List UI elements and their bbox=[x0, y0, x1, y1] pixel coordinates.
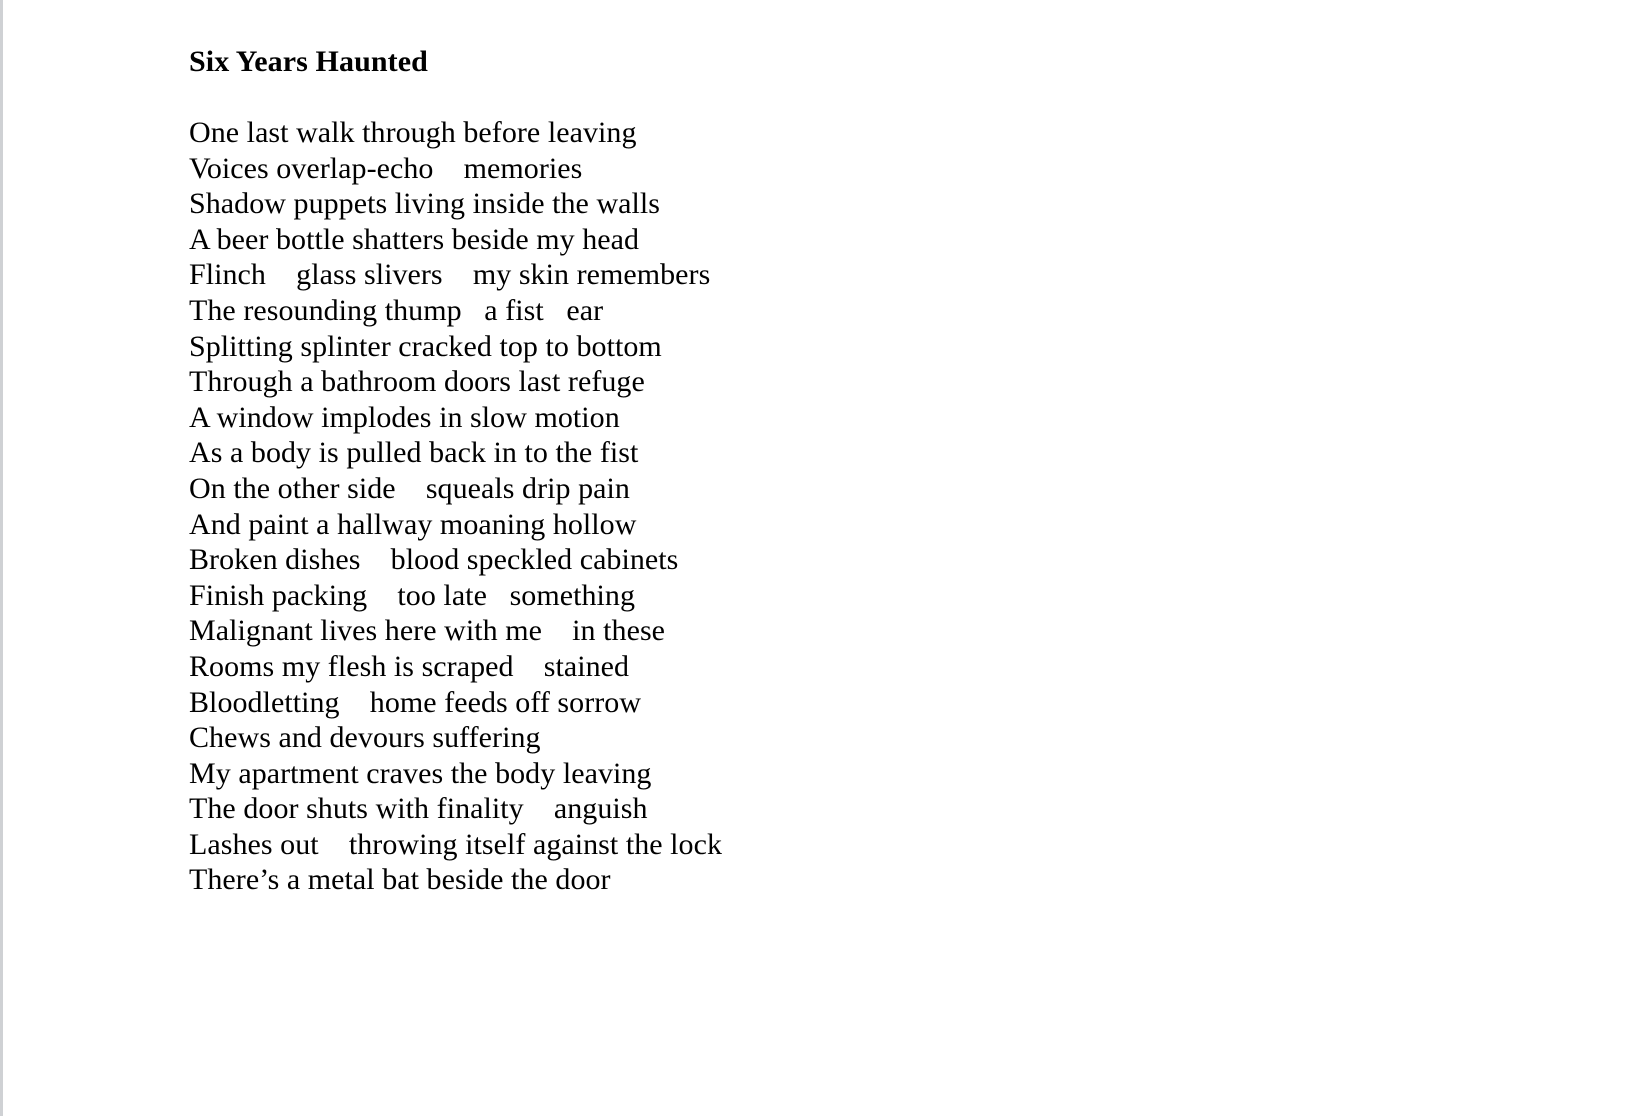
poem-line: Broken dishes blood speckled cabinets bbox=[189, 543, 679, 577]
poem-line: The resounding thump a fist ear bbox=[189, 293, 604, 327]
poem-line: Rooms my flesh is scraped stained bbox=[189, 649, 630, 683]
poem-line: Malignant lives here with me in these bbox=[189, 614, 666, 648]
poem-line: Shadow puppets living inside the walls bbox=[189, 187, 661, 221]
poem-line: Through a bathroom doors last refuge bbox=[189, 365, 645, 399]
poem-line: Finish packing too late something bbox=[189, 578, 636, 612]
poem-line: There’s a metal bat beside the door bbox=[189, 863, 611, 897]
poem-line: Splitting splinter cracked top to bottom bbox=[189, 329, 662, 363]
poem-line: A window implodes in slow motion bbox=[189, 400, 620, 434]
title-spacer bbox=[189, 81, 1389, 115]
poem-line: Flinch glass slivers my skin remembers bbox=[189, 258, 711, 292]
poem-line: Voices overlap-echo memories bbox=[189, 151, 583, 185]
page-title: Six Years Haunted bbox=[189, 45, 428, 78]
poem-line: The door shuts with finality anguish bbox=[189, 792, 648, 826]
poem-line: On the other side squeals drip pain bbox=[189, 471, 630, 505]
document-body bbox=[189, 44, 1389, 898]
poem-line: Chews and devours suffering bbox=[189, 721, 541, 755]
poem-line: Lashes out throwing itself against the lock bbox=[189, 827, 723, 861]
poem-line: And paint a hallway moaning hollow bbox=[189, 507, 637, 541]
poem-line: Bloodletting home feeds off sorrow bbox=[189, 685, 642, 719]
poem-line: A beer bottle shatters beside my head bbox=[189, 222, 640, 256]
poem-line: As a body is pulled back in to the fist bbox=[189, 436, 639, 470]
poem-text bbox=[189, 115, 1389, 898]
poem-line: My apartment craves the body leaving bbox=[189, 756, 652, 790]
poem-line: One last walk through before leaving bbox=[189, 116, 637, 149]
